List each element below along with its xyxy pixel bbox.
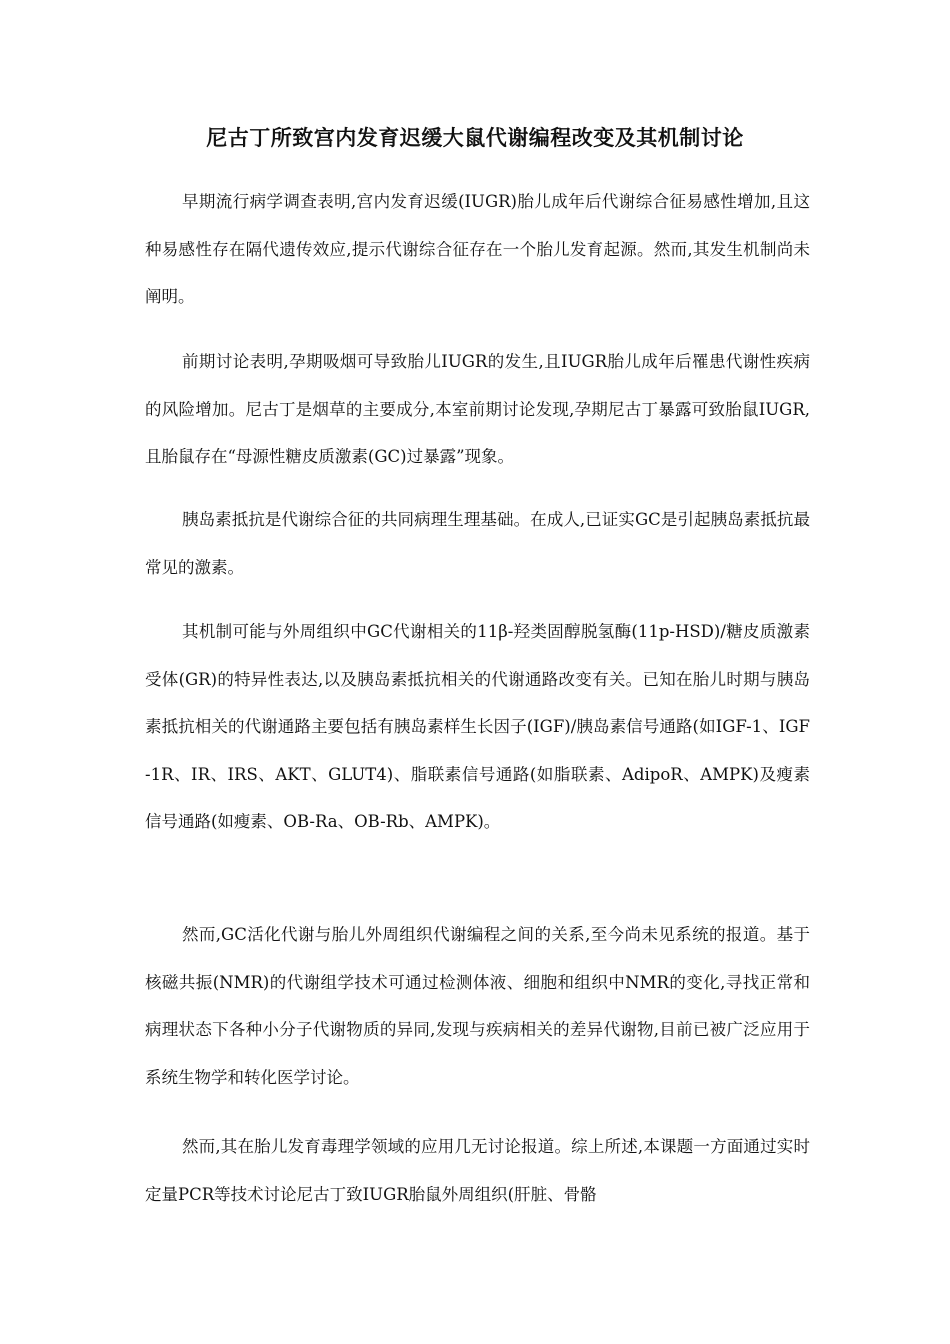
paragraph-metabolomics: 然而,GC活化代谢与胎儿外周组织代谢编程之间的关系,至今尚未见系统的报道。基于核磁共振(NMR)的代谢组学技术可通过检测体液、细胞和组织中NMR的变化,寻找正常和病理状态下各种小分子代谢物质的异同,发现与疾病相关的差异代谢物,目前已被广泛应用于系统生物学和转化医学讨论。 xyxy=(145,925,810,1087)
paragraph-epidemiology: 早期流行病学调查表明,宫内发育迟缓(IUGR)胎儿成年后代谢综合征易感性增加,且这种易感性存在隔代遗传效应,提示代谢综合征存在一个胎儿发育起源。然而,其发生机制尚未阐明。 xyxy=(145,192,810,306)
document-title: 尼古丁所致宫内发育迟缓大鼠代谢编程改变及其机制讨论 xyxy=(206,125,744,150)
paragraph-study-aims: 然而,其在胎儿发育毒理学领域的应用几无讨论报道。综上所述,本课题一方面通过实时定量PCR等技术讨论尼古丁致IUGR胎鼠外周组织(肝脏、骨骼 xyxy=(145,1137,810,1204)
paragraph-insulin-resistance: 胰岛素抵抗是代谢综合征的共同病理生理基础。在成人,已证实GC是引起胰岛素抵抗最常见的激素。 xyxy=(145,510,810,577)
paragraph-mechanism-pathways: 其机制可能与外周组织中GC代谢相关的11β-羟类固醇脱氢酶(11p-HSD)/糖皮质激素受体(GR)的特异性表达,以及胰岛素抵抗相关的代谢通路改变有关。已知在胎儿时期与胰岛素抵抗相关的代谢通路主要包括有胰岛素样生长因子(IGF)/胰岛素信号通路(如IGF-1、IGF-1R、IR、IRS、AKT、GLUT4)、脂联素信号通路(如脂联素、AdipoR、AMPK)及瘦素信号通路(如瘦素、OB-Ra、OB-Rb、AMPK)。 xyxy=(145,622,810,831)
paragraph-smoking-nicotine: 前期讨论表明,孕期吸烟可导致胎儿IUGR的发生,且IUGR胎儿成年后罹患代谢性疾病的风险增加。尼古丁是烟草的主要成分,本室前期讨论发现,孕期尼古丁暴露可致胎鼠IUGR,且胎鼠存在“母源性糖皮质激素(GC)过暴露”现象。 xyxy=(145,352,810,466)
